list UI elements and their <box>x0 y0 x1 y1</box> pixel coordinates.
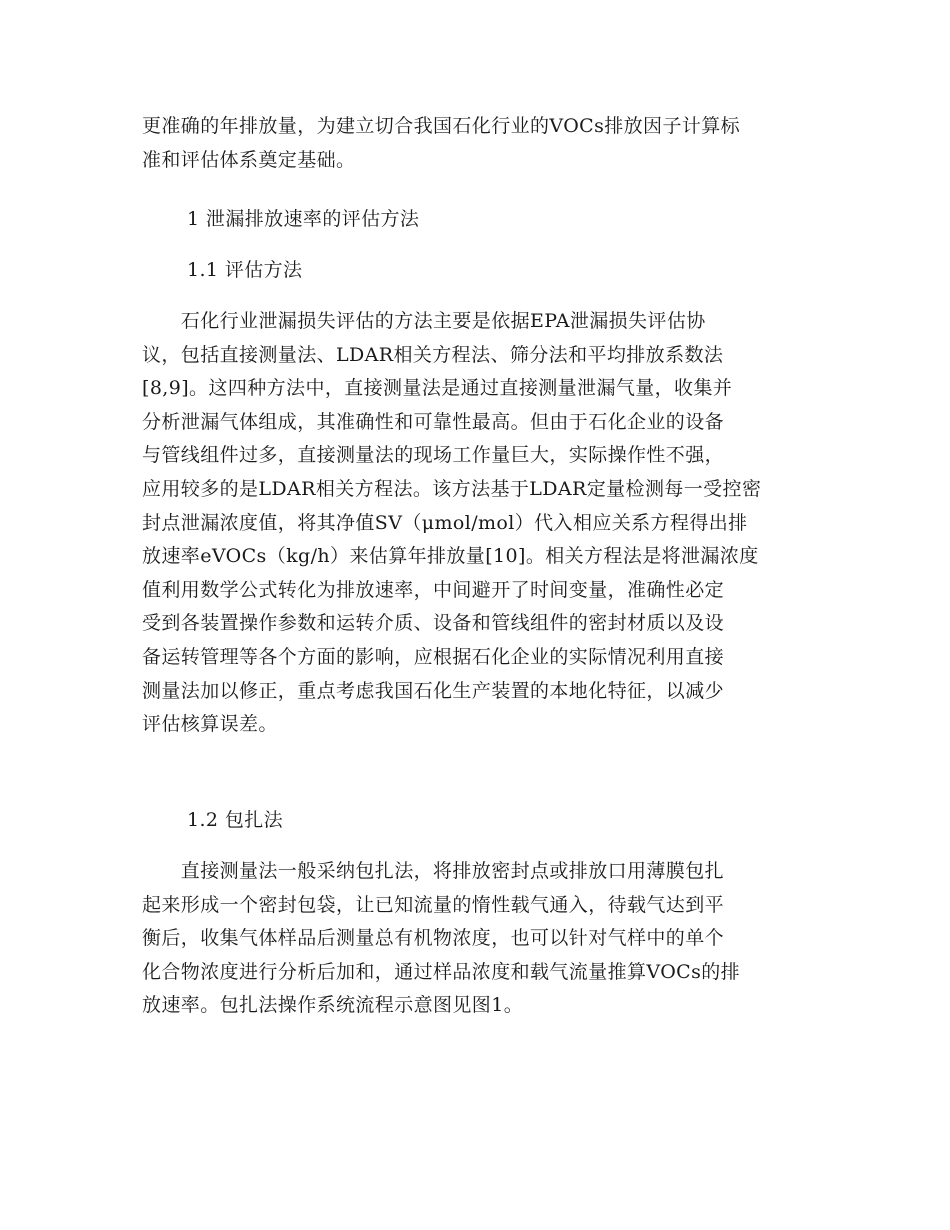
text-line: 评估核算误差。 <box>142 713 278 736</box>
text-line: 更准确的年排放量，为建立切合我国石化行业的VOCs排放因子计算标 <box>142 115 741 137</box>
text-line: 测量法加以修正，重点考虑我国石化生产装置的本地化特征，以减少 <box>142 679 725 702</box>
text-line: 应用较多的是LDAR相关方程法。该方法基于LDAR定量检测每一受控密 <box>142 477 762 500</box>
section-1-2-paragraph <box>142 855 812 1023</box>
text-line: 分析泄漏气体组成，其准确性和可靠性最高。但由于石化企业的设备 <box>142 410 725 433</box>
section-1-1-paragraph <box>142 305 812 742</box>
text-line: 封点泄漏浓度值，将其净值SV（μmol/mol）代入相应关系方程得出排 <box>142 511 748 534</box>
text-line: 衡后，收集气体样品后测量总有机物浓度，也可以针对气样中的单个 <box>142 927 725 950</box>
text-line: 准和评估体系奠定基础。 <box>142 148 356 171</box>
intro-paragraph <box>142 110 812 177</box>
text-line: 放速率。包扎法操作系统流程示意图见图1。 <box>142 994 524 1017</box>
text-line: 与管线组件过多，直接测量法的现场工作量巨大，实际操作性不强， <box>142 444 725 467</box>
text-line: 值利用数学公式转化为排放速率，中间避开了时间变量，准确性必定 <box>142 578 725 601</box>
text-line: 化合物浓度进行分析后加和，通过样品浓度和载气流量推算VOCs的排 <box>142 960 741 983</box>
section-heading-1-2: 1.2 包扎法 <box>187 809 284 831</box>
text-line: [8,9]。这四种方法中，直接测量法是通过直接测量泄漏气量，收集并 <box>142 377 733 400</box>
section-heading-1-1: 1.1 评估方法 <box>187 259 303 281</box>
text-line: 备运转管理等各个方面的影响，应根据石化企业的实际情况利用直接 <box>142 645 725 668</box>
text-line: 放速率eVOCs（kg/h）来估算年排放量[10]。相关方程法是将泄漏浓度 <box>142 545 759 568</box>
text-line: 直接测量法一般采纳包扎法，将排放密封点或排放口用薄膜包扎 <box>142 860 725 882</box>
section-heading-1: 1 泄漏排放速率的评估方法 <box>187 208 420 230</box>
text-line: 起来形成一个密封包袋，让已知流量的惰性载气通入，待载气达到平 <box>142 893 725 916</box>
text-line: 石化行业泄漏损失评估的方法主要是依据EPA泄漏损失评估协 <box>142 310 706 332</box>
text-line: 议，包括直接测量法、LDAR相关方程法、筛分法和平均排放系数法 <box>142 343 724 366</box>
text-line: 受到各装置操作参数和运转介质、设备和管线组件的密封材质以及设 <box>142 612 725 635</box>
